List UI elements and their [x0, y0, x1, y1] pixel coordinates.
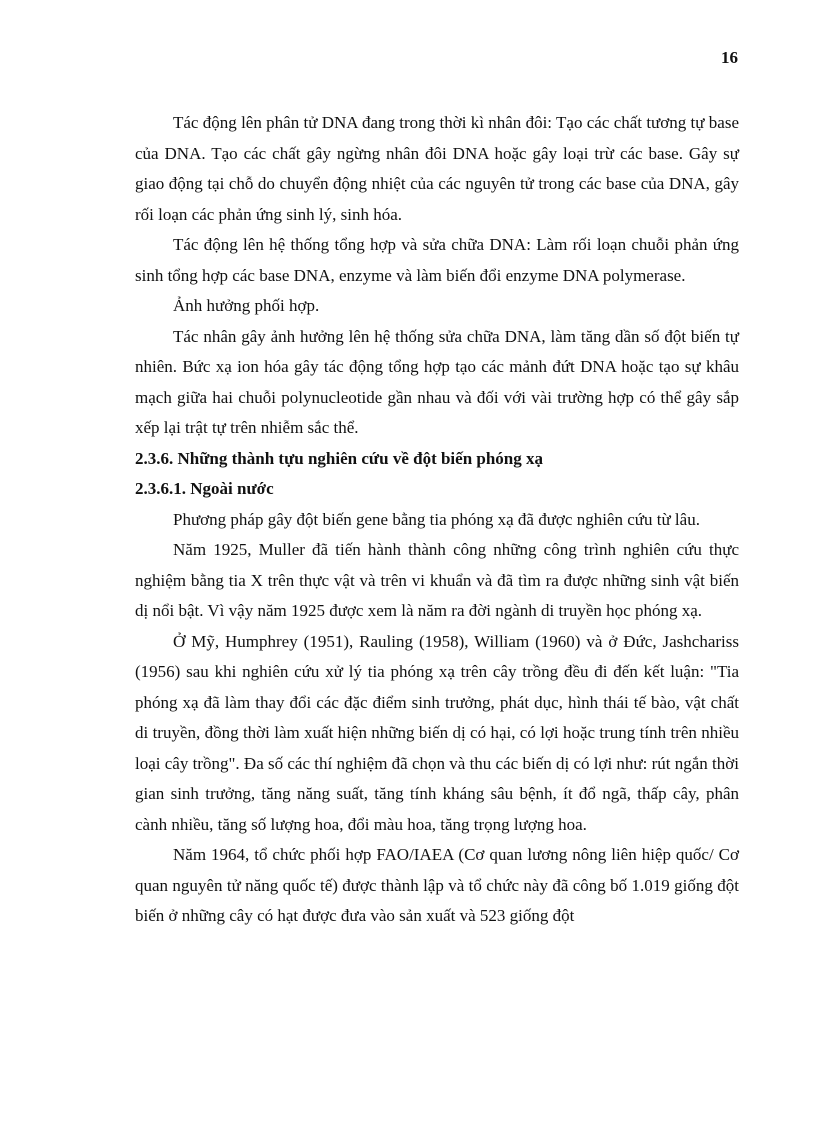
- paragraph: Tác động lên phân tử DNA đang trong thời kì nhân đôi: Tạo các chất tương tự base của DNA. Tạo các chất gây ngừng nhân đôi DNA hoặc gây loại trừ các base. Gây sự giao động tại chỗ do chuyển động nhiệt của các nguyên tử trong các base của DNA, gây rối loạn các phản ứng sinh lý, sinh hóa.: [135, 113, 739, 224]
- section-heading: 2.3.6. Những thành tựu nghiên cứu về đột biến phóng xạ: [135, 448, 544, 468]
- paragraph: Phương pháp gây đột biến gene bằng tia phóng xạ đã được nghiên cứu từ lâu.: [173, 509, 700, 529]
- paragraph: Tác nhân gây ảnh hưởng lên hệ thống sửa chữa DNA, làm tăng dần số đột biến tự nhiên. Bức xạ ion hóa gây tác động tổng hợp tạo các mảnh đứt DNA hoặc tạo sự khâu mạch giữa hai chuỗi polynucleotide gần nhau và đối với vài trường hợp có thể gây sắp xếp lại trật tự trên nhiễm sắc thể.: [135, 326, 739, 437]
- page-number: 16: [721, 48, 738, 67]
- paragraph: Năm 1925, Muller đã tiến hành thành công những công trình nghiên cứu thực nghiệm bằng tia X trên thực vật và trên vi khuẩn và đã tìm ra được những sinh vật biến dị nổi bật. Vì vậy năm 1925 được xem là năm ra đời ngành di truyền học phóng xạ.: [135, 540, 739, 620]
- paragraph: Ở Mỹ, Humphrey (1951), Rauling (1958), William (1960) và ở Đức, Jashchariss (1956) sau khi nghiên cứu xử lý tia phóng xạ trên cây trồng đều đi đến kết luận: "Tia phóng xạ đã làm thay đổi các đặc điểm sinh trưởng, phát dục, hình thái tế bào, vật chất di truyền, đồng thời làm xuất hiện những biến dị có hại, có lợi hoặc trung tính trên nhiều loại cây trồng". Đa số các thí nghiệm đã chọn và thu các biến dị có lợi như: rút ngắn thời gian sinh trưởng, tăng năng suất, tăng tính kháng sâu bệnh, ít đổ ngã, thấp cây, phân cành nhiều, tăng số lượng hoa, đổi màu hoa, tăng trọng lượng hoa.: [135, 631, 739, 834]
- subsection-heading: 2.3.6.1. Ngoài nước: [135, 479, 274, 498]
- page-body: [135, 108, 739, 932]
- paragraph: Tác động lên hệ thống tổng hợp và sửa chữa DNA: Làm rối loạn chuỗi phản ứng sinh tổng hợp các base DNA, enzyme và làm biến đổi enzyme DNA polymerase.: [135, 235, 739, 285]
- paragraph: Ảnh hưởng phối hợp.: [173, 296, 320, 315]
- paragraph: Năm 1964, tổ chức phối hợp FAO/IAEA (Cơ quan lương nông liên hiệp quốc/ Cơ quan nguyên tử năng quốc tế) được thành lập và tổ chức này đã công bố 1.019 giống đột biến ở những cây có hạt được đưa vào sản xuất và 523 giống đột: [135, 845, 739, 925]
